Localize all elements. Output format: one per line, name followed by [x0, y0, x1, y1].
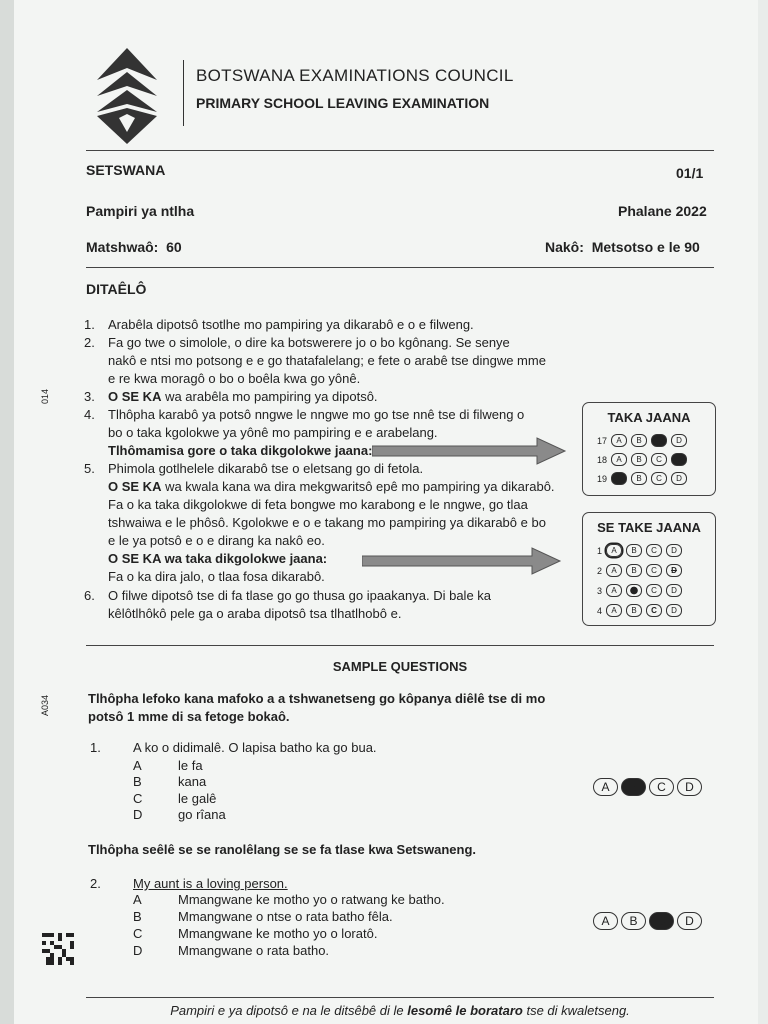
row-number: 1: [597, 545, 603, 556]
box-title: SE TAKE JAANA: [597, 520, 701, 535]
marks-value: 60: [166, 239, 182, 255]
rule: [86, 645, 714, 646]
q2-number: 2.: [90, 876, 101, 891]
page-edge: [0, 0, 14, 1024]
bec-logo: [97, 48, 157, 144]
bubble: D: [666, 604, 682, 617]
q1-option-text: go rîana: [178, 807, 226, 822]
bubble: D: [671, 434, 687, 447]
bubble: D: [671, 472, 687, 485]
example-row: [597, 564, 682, 577]
instruction-text: Arabêla dipotsô tsotlhe mo pampiring ya dikarabô e o e filweng.: [108, 317, 474, 332]
bubble-ticked: C: [646, 604, 662, 617]
example-row: [597, 604, 682, 617]
q2-option-text: Mmangwane ke motho yo o loratô.: [178, 926, 378, 941]
subject: SETSWANA: [86, 162, 166, 178]
instruction-3: [84, 388, 564, 406]
bubble-filled: C: [649, 912, 674, 930]
instruction-number: 5.: [84, 461, 95, 476]
q2-answer-bubbles: [590, 912, 702, 930]
instruction-text: Fa o ka dira jalo, o tlaa fosa dikarabô.: [108, 569, 325, 584]
bubble: A: [606, 604, 622, 617]
q1-option-letter: C: [133, 791, 143, 806]
q1-answer-bubbles: [590, 778, 702, 796]
q1-number: 1.: [90, 740, 101, 755]
instruction-emphasis: O SE KA wa taka dikgolokwe jaana:: [108, 551, 328, 566]
bubble: D: [666, 584, 682, 597]
footer-text: Pampiri e ya dipotsô e na le ditsêbê di le: [170, 1003, 408, 1018]
row-number: 3: [597, 585, 603, 596]
bubble: A: [606, 584, 622, 597]
qr-code-icon: [42, 932, 74, 966]
sample-title: SAMPLE QUESTIONS: [332, 659, 468, 674]
q2-option-text: Mmangwane o ntse o rata batho fêla.: [178, 909, 393, 924]
paper-number: Pampiri ya ntlha: [86, 203, 195, 219]
bubble: B: [626, 604, 642, 617]
footer-emphasis: lesomê le borataro: [407, 1003, 523, 1018]
bubble: C: [649, 778, 674, 796]
q1-option-text: kana: [178, 774, 207, 789]
q2-option-letter: C: [133, 926, 143, 941]
bubble: A: [593, 912, 618, 930]
q2-option-letter: A: [133, 892, 142, 907]
row-number: 2: [597, 565, 603, 576]
correct-marking-box: [582, 402, 716, 496]
instruction-text: nakô e ntsi mo potsong e e go thatafalelang; e fete o arabê tse dingwe mme: [108, 353, 546, 368]
example-row: [597, 434, 687, 447]
q1-option-text: le fa: [178, 758, 203, 773]
instruction-number: 6.: [84, 588, 95, 603]
side-code-1: 014: [40, 388, 50, 404]
example-row: [597, 453, 687, 466]
instruction-emphasis: O SE KA: [108, 389, 162, 404]
instruction-text: bo o taka kgolokwe ya yônê mo pampiring e e arabelang.: [108, 425, 438, 440]
instruction-emphasis: O SE KA: [108, 479, 162, 494]
instructions-title: DITAÊLÔ: [86, 281, 147, 297]
bubble-circled: A: [606, 544, 622, 557]
q1-text: A ko o didimalê. O lapisa batho ka go bua.: [133, 740, 377, 755]
q2-option-letter: B: [133, 909, 142, 924]
instruction-6: [84, 587, 564, 623]
instruction-2: [84, 334, 564, 388]
bubble: C: [646, 544, 662, 557]
bubble: B: [631, 434, 647, 447]
footer-note: [90, 1003, 710, 1018]
instruction-text: e re kwa moragô o bo o boêla kwa go yônê.: [108, 371, 361, 386]
instruction-number: 3.: [84, 389, 95, 404]
bubble: A: [606, 564, 622, 577]
bubble-filled: D: [671, 453, 687, 466]
bubble: C: [651, 453, 667, 466]
instruction-emphasis: Tlhômamisa gore o taka dikgolokwe jaana:: [108, 443, 373, 458]
bubble: A: [611, 434, 627, 447]
bubble: C: [651, 472, 667, 485]
incorrect-marking-box: [582, 512, 716, 626]
rule: [86, 267, 714, 268]
bubble: C: [646, 564, 662, 577]
instruction-text: Fa go twe o simolole, o dire ka botswerere jo o bo kgônang. Se senye: [108, 335, 510, 350]
bubble: D: [677, 778, 702, 796]
example-row: [597, 472, 687, 485]
time-value: Metsotso e le 90: [591, 239, 700, 255]
bubble-filled: C: [651, 434, 667, 447]
bubble-crossed: D: [666, 564, 682, 577]
council-name: BOTSWANA EXAMINATIONS COUNCIL: [196, 66, 514, 85]
header-divider: [183, 60, 184, 126]
instruction-line: potsô 1 mme di sa fetoge bokaô.: [88, 709, 290, 724]
bubble: D: [666, 544, 682, 557]
instruction-text: e le ya potsô e o e dirang ka nakô eo.: [108, 533, 325, 548]
bubble: D: [677, 912, 702, 930]
q2-option-text: Mmangwane ke motho yo o ratwang ke batho.: [178, 892, 445, 907]
q2-option-text: Mmangwane o rata batho.: [178, 943, 330, 958]
sample-instruction-2: Tlhôpha seêlê se se ranolêlang se se fa tlase kwa Setswaneng.: [88, 842, 477, 857]
row-number: 17: [597, 435, 608, 446]
time: [545, 239, 700, 255]
bubble: B: [631, 472, 647, 485]
bubble: B: [626, 544, 642, 557]
row-number: 4: [597, 605, 603, 616]
bubble: B: [621, 912, 646, 930]
paper-code: 01/1: [676, 165, 704, 181]
bubble: B: [626, 564, 642, 577]
q1-option-letter: B: [133, 774, 142, 789]
q1-option-letter: A: [133, 758, 142, 773]
instruction-number: 1.: [84, 317, 95, 332]
instruction-line: Tlhôpha lefoko kana mafoko a a tshwanetseng go kôpanya diêlê tse di mo: [88, 691, 546, 706]
bubble-filled: B: [621, 778, 646, 796]
row-number: 19: [597, 473, 608, 484]
q1-option-letter: D: [133, 807, 143, 822]
instruction-text: wa kwala kana wa dira mekgwaritsô epê mo pampiring ya dikarabô.: [161, 479, 555, 494]
arrow-icon: [362, 546, 562, 576]
instruction-text: Phimola gotlhelele dikarabô tse o eletsang go di fetola.: [108, 461, 424, 476]
arrow-icon: [372, 436, 567, 466]
bubble: A: [593, 778, 618, 796]
instruction-text: Tlhôpha karabô ya potsô nngwe le nngwe mo go tse nnê tse di filweng o: [108, 407, 525, 422]
instruction-1: [84, 316, 564, 334]
instruction-text: O filwe dipotsô tse di fa tlase go go thusa go ipaakanya. Di bale ka: [108, 588, 492, 603]
q1-option-text: le galê: [178, 791, 217, 806]
q2-option-letter: D: [133, 943, 143, 958]
side-code-2: A034: [40, 694, 50, 716]
bubble: B: [631, 453, 647, 466]
rule: [86, 150, 714, 151]
box-title: TAKA JAANA: [607, 410, 691, 425]
bubble-filled: A: [611, 472, 627, 485]
instruction-number: 4.: [84, 407, 95, 422]
instruction-text: kêlôtlhôkô pele ga o araba dipotsô tsa tlhatlhobô e.: [108, 606, 402, 621]
marks: [86, 239, 182, 255]
sample-instruction-1: [88, 690, 545, 726]
footer-text: tse di kwaletseng.: [522, 1003, 630, 1018]
instruction-text: tshwaiwa e le phôsô. Kgolokwe e o e takang mo pampiring ya dikarabô e bo: [108, 515, 546, 530]
bubble: C: [646, 584, 662, 597]
bubble-dotted: B: [626, 584, 642, 597]
example-row: [597, 584, 682, 597]
marks-label: Matshwaô:: [86, 239, 159, 255]
exam-date: Phalane 2022: [618, 203, 707, 219]
instruction-text: wa arabêla mo pampiring ya dipotsô.: [161, 389, 378, 404]
instruction-number: 2.: [84, 335, 95, 350]
example-row: [597, 544, 682, 557]
exam-name: PRIMARY SCHOOL LEAVING EXAMINATION: [196, 95, 490, 111]
row-number: 18: [597, 454, 608, 465]
rule: [86, 997, 714, 998]
bubble: A: [611, 453, 627, 466]
time-label: Nakô:: [545, 239, 584, 255]
instruction-text: Fa o ka taka dikgolokwe di feta bongwe mo karabong e le nngwe, go tlaa: [108, 497, 528, 512]
q2-text: My aunt is a loving person.: [133, 876, 288, 891]
